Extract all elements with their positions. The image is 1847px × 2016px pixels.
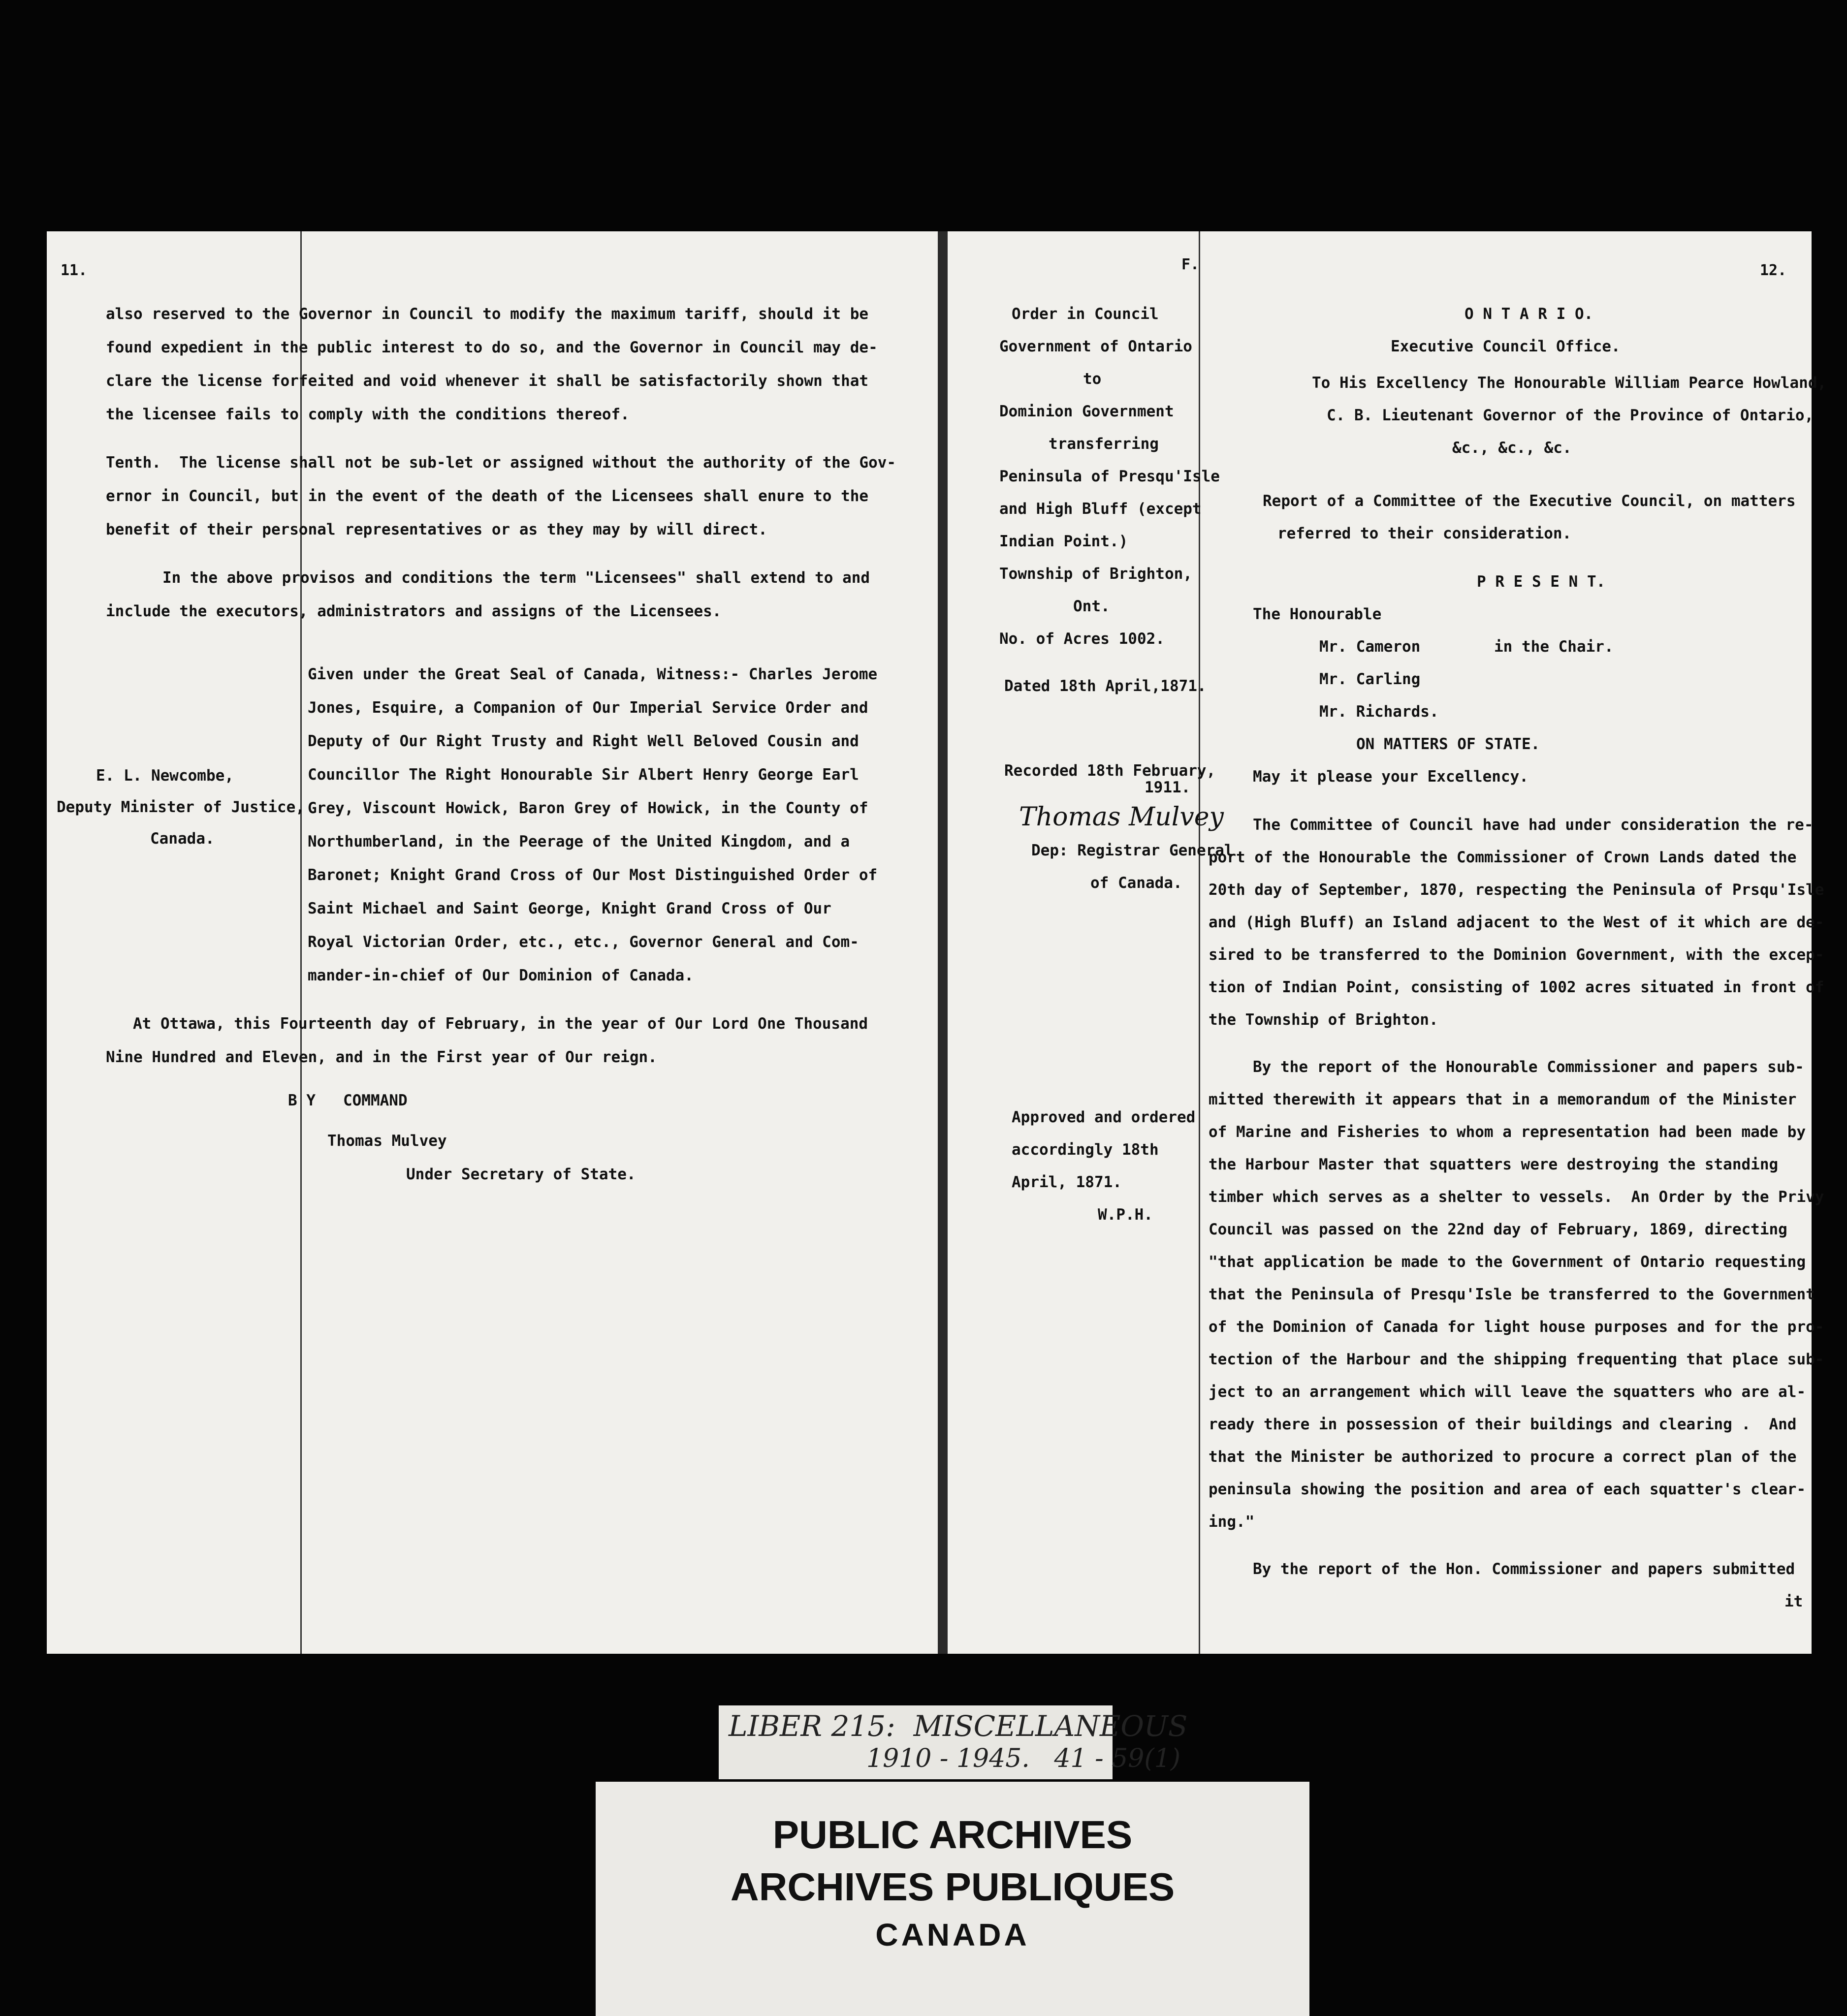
approved-line: Approved and ordered [1012,1108,1196,1126]
approved-line: accordingly 18th [1012,1141,1159,1159]
archives-line: ARCHIVES PUBLIQUES [730,1865,1175,1909]
margin-rule [300,231,302,1654]
margin-rule [1199,231,1200,1654]
seal-line: Jones, Esquire, a Companion of Our Imperial Service Order and [308,699,868,717]
office-heading: Executive Council Office. [1391,338,1621,355]
text-line: In the above provisos and conditions the term "Licensees" shall extend to and [162,569,870,587]
body-line: the Township of Brighton. [1209,1011,1438,1029]
seal-line: Northumberland, in the Peerage of the United Kingdom, and a [308,833,850,850]
archives-line: CANADA [875,1917,1030,1953]
margin-line: Peninsula of Presqu'Isle [999,468,1220,485]
margin-line: Dominion Government [999,403,1174,420]
margin-line: and High Bluff (except [999,500,1202,518]
margin-line: Government of Ontario [999,338,1192,355]
body-line: The Committee of Council have had under consideration the re- [1253,816,1814,834]
body-line: ject to an arrangement which will leave the squatters who are al- [1209,1383,1806,1401]
body-line: "that application be made to the Government of Ontario requesting [1209,1253,1806,1271]
body-line: port of the Honourable the Commissioner of Crown Lands dated the [1209,849,1797,866]
body-line: and (High Bluff) an Island adjacent to the West of it which are de- [1209,914,1824,931]
margin-line: Dep: Registrar General [1031,842,1234,859]
seal-line: Given under the Great Seal of Canada, Witness:- Charles Jerome [308,665,878,683]
margin-line: Ont. [1073,598,1110,615]
margin-line: Dated 18th April,1871. [1004,677,1207,695]
public-archives-card [596,1782,1309,2016]
body-line: that the Peninsula of Presqu'Isle be transferred to the Government [1209,1286,1815,1303]
text-line: also reserved to the Governor in Council to modify the maximum tariff, should it be [106,305,869,323]
body-line: 20th day of September, 1870, respecting the Peninsula of Prsqu'Isle [1209,881,1824,899]
body-line: timber which serves as a shelter to vessels. An Order by the Privy [1209,1188,1824,1206]
margin-line: Township of Brighton, [999,565,1192,583]
archives-line: PUBLIC ARCHIVES [772,1813,1133,1857]
present-heading: P R E S E N T. [1477,573,1606,591]
member: Mr. Cameron [1319,638,1421,656]
salutation: May it please your Excellency. [1253,768,1529,786]
chair-note: in the Chair. [1494,638,1614,656]
text-line: found expedient in the public interest to do so, and the Governor in Council may de- [106,339,878,356]
margin-name: E. L. Newcombe, [96,767,234,785]
text-line: the licensee fails to comply with the conditions thereof. [106,406,630,423]
body-line: mitted therewith it appears that in a memorandum of the Minister [1209,1091,1797,1108]
seal-line: Deputy of Our Right Trusty and Right Well Beloved Cousin and [308,732,859,750]
address-line: &c., &c., &c. [1452,439,1572,457]
left-page [47,231,938,1654]
body-line: By the report of the Hon. Commissioner and papers submitted [1253,1560,1795,1578]
body-line: tection of the Harbour and the shipping frequenting that place sub- [1209,1351,1824,1368]
text-line: ernor in Council, but in the event of the death of the Licensees shall enure to the [106,487,869,505]
body-line: peninsula showing the position and area of each squatter's clear- [1209,1480,1806,1498]
right-page [948,231,1827,1654]
signer-title: Under Secretary of State. [406,1166,636,1183]
approved-line: W.P.H. [1098,1206,1153,1224]
body-line: of the Dominion of Canada for light house purposes and for the pro- [1209,1318,1824,1336]
body-line: ing." [1209,1513,1255,1531]
report-line: Report of a Committee of the Executive Council, on matters [1263,492,1796,510]
margin-line: Order in Council [1012,305,1159,323]
report-line: referred to their consideration. [1277,525,1572,542]
ottawa-line: Nine Hundred and Eleven, and in the First year of Our reign. [106,1048,657,1066]
body-line: of Marine and Fisheries to whom a representation had been made by [1209,1123,1806,1141]
margin-line: 1911. [1145,779,1191,796]
seal-line: Saint Michael and Saint George, Knight Grand Cross of Our [308,900,831,917]
body-line: By the report of the Honourable Commissioner and papers sub- [1253,1058,1804,1076]
approved-line: April, 1871. [1012,1173,1122,1191]
margin-country: Canada. [150,830,215,848]
margin-title: Deputy Minister of Justice, [57,798,305,816]
text-line: Tenth. The license shall not be sub-let or assigned without the authority of the Gov- [106,454,896,472]
member: Mr. Richards. [1319,703,1439,721]
text-line: benefit of their personal representatives or as they may by will direct. [106,521,767,538]
by-command: B Y COMMAND [288,1092,408,1109]
margin-line: Indian Point.) [999,533,1128,550]
address-line: C. B. Lieutenant Governor of the Province of Ontario, [1327,407,1814,424]
page-number: 11. [61,262,88,279]
catchword: it [1784,1593,1803,1610]
seal-line: mander-in-chief of Our Dominion of Canada. [308,967,694,984]
text-line: clare the license forfeited and void whenever it shall be satisfactorily shown that [106,372,869,390]
member: Mr. Carling [1319,670,1421,688]
margin-line: of Canada. [1090,874,1182,892]
label-line: LIBER 215: MISCELLANEOUS [729,1709,1188,1743]
open-ledger [47,231,1827,1659]
handwritten-signature: Thomas Mulvey [1019,802,1224,832]
honourable: The Honourable [1253,605,1382,623]
page-marker: F. [1181,256,1200,273]
body-line: ready there in possession of their buildings and clearing . And [1209,1416,1797,1433]
body-line: tion of Indian Point, consisting of 1002 acres situated in front of [1209,978,1824,996]
ottawa-line: At Ottawa, this Fourteenth day of February, in the year of Our Lord One Thousand [133,1015,868,1033]
seal-line: Baronet; Knight Grand Cross of Our Most Distinguished Order of [308,866,878,884]
page-number: 12. [1760,262,1787,279]
label-line: 1910 - 1945. 41 - 59(1) [866,1744,1181,1773]
body-line: sired to be transferred to the Dominion Government, with the excep- [1209,946,1824,964]
seal-line: Councillor The Right Honourable Sir Albert Henry George Earl [308,766,859,784]
margin-line: transferring [1049,435,1159,453]
seal-line: Grey, Viscount Howick, Baron Grey of Howick, in the County of [308,799,868,817]
signer-name: Thomas Mulvey [327,1132,447,1150]
province-heading: O N T A R I O. [1465,305,1593,323]
body-line: that the Minister be authorized to procure a correct plan of the [1209,1448,1797,1466]
margin-line: No. of Acres 1002. [999,630,1165,648]
body-line: Council was passed on the 22nd day of February, 1869, directing [1209,1221,1787,1238]
margin-line: Recorded 18th February, [1004,762,1216,780]
matters-heading: ON MATTERS OF STATE. [1356,735,1540,753]
handwritten-label-card [719,1705,1188,1779]
text-line: include the executors, administrators and assigns of the Licensees. [106,602,722,620]
seal-line: Royal Victorian Order, etc., etc., Governor General and Com- [308,933,859,951]
book-gutter [938,231,948,1654]
body-line: the Harbour Master that squatters were destroying the standing [1209,1156,1779,1173]
address-line: To His Excellency The Honourable William Pearce Howland, [1312,374,1827,392]
margin-line: to [1083,370,1102,388]
